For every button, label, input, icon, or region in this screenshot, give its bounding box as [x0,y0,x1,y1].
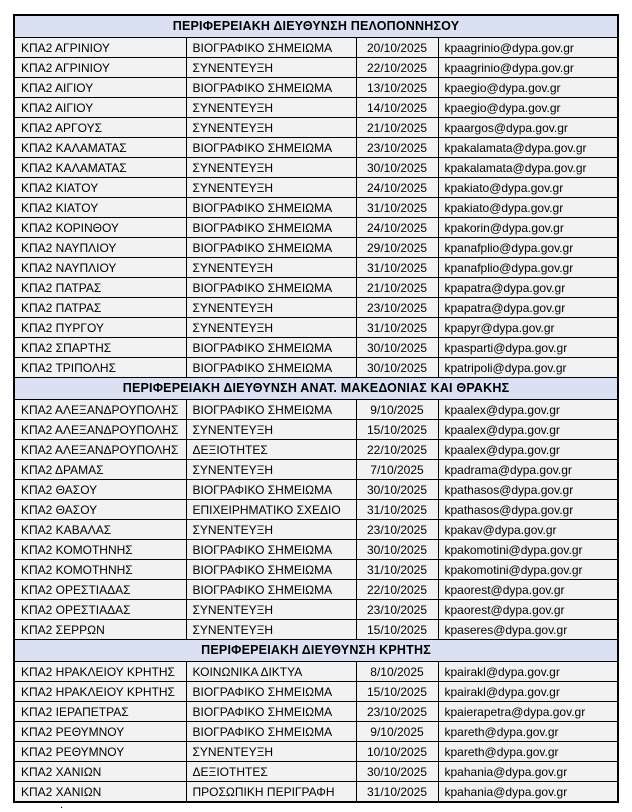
office-cell: ΚΠΑ2 ΚΟΜΟΤΗΝΗΣ [14,540,186,560]
email-cell: kpareth@dypa.gov.gr [438,742,618,762]
office-cell: ΚΠΑ2 ΑΓΡΙΝΙΟΥ [14,58,186,78]
office-cell: ΚΠΑ2 ΠΥΡΓΟΥ [14,318,186,338]
office-cell: ΚΠΑ2 ΠΑΤΡΑΣ [14,298,186,318]
office-cell: ΚΠΑ2 ΑΙΓΙΟΥ [14,78,186,98]
table-row [14,440,618,460]
date-cell: 31/10/2025 [356,318,438,338]
office-cell: ΚΠΑ2 ΑΙΓΙΟΥ [14,98,186,118]
office-cell: ΚΠΑ2 ΟΡΕΣΤΙΑΔΑΣ [14,580,186,600]
topic-cell: ΣΥΝΕΝΤΕΥΞΗ [186,600,356,620]
date-cell: 22/10/2025 [356,580,438,600]
table-row [14,782,618,803]
date-cell: 24/10/2025 [356,218,438,238]
topic-cell: ΒΙΟΓΡΑΦΙΚΟ ΣΗΜΕΙΩΜΑ [186,338,356,358]
date-cell: 20/10/2025 [356,38,438,58]
topic-cell: ΒΙΟΓΡΑΦΙΚΟ ΣΗΜΕΙΩΜΑ [186,278,356,298]
date-cell: 8/10/2025 [356,662,438,682]
topic-cell: ΣΥΝΕΝΤΕΥΞΗ [186,460,356,480]
date-cell: 21/10/2025 [356,118,438,138]
office-cell: ΚΠΑ2 ΤΡΙΠΟΛΗΣ [14,358,186,378]
topic-cell: ΣΥΝΕΝΤΕΥΞΗ [186,318,356,338]
email-cell: kpaegio@dypa.gov.gr [438,98,618,118]
topic-cell: ΒΙΟΓΡΑΦΙΚΟ ΣΗΜΕΙΩΜΑ [186,138,356,158]
table-row [14,318,618,338]
email-cell: kpaorest@dypa.gov.gr [438,600,618,620]
office-cell: ΚΠΑ2 ΑΛΕΞΑΝΔΡΟΥΠΟΛΗΣ [14,440,186,460]
topic-cell: ΕΠΙΧΕΙΡΗΜΑΤΙΚΟ ΣΧΕΔΙΟ [186,500,356,520]
date-cell: 30/10/2025 [356,480,438,500]
topic-cell: ΒΙΟΓΡΑΦΙΚΟ ΣΗΜΕΙΩΜΑ [186,78,356,98]
email-cell: kpairakl@dypa.gov.gr [438,682,618,702]
topic-cell: ΒΙΟΓΡΑΦΙΚΟ ΣΗΜΕΙΩΜΑ [186,560,356,580]
table-row [14,662,618,682]
email-cell: kpaalex@dypa.gov.gr [438,400,618,420]
email-cell: kpaegio@dypa.gov.gr [438,78,618,98]
table-row [14,278,618,298]
office-cell: ΚΠΑ2 ΣΕΡΡΩΝ [14,620,186,640]
date-cell: 30/10/2025 [356,540,438,560]
email-cell: kpaalex@dypa.gov.gr [438,420,618,440]
date-cell: 15/10/2025 [356,420,438,440]
date-cell: 13/10/2025 [356,78,438,98]
topic-cell: ΣΥΝΕΝΤΕΥΞΗ [186,520,356,540]
topic-cell: ΒΙΟΓΡΑΦΙΚΟ ΣΗΜΕΙΩΜΑ [186,540,356,560]
topic-cell: ΣΥΝΕΝΤΕΥΞΗ [186,742,356,762]
email-cell: kpaalex@dypa.gov.gr [438,440,618,460]
email-cell: kpapyr@dypa.gov.gr [438,318,618,338]
office-cell: ΚΠΑ2 ΚΑΛΑΜΑΤΑΣ [14,138,186,158]
date-cell: 31/10/2025 [356,198,438,218]
section-title: ΠΕΡΙΦΕΡΕΙΑΚΗ ΔΙΕΥΘΥΝΣΗ ΚΡΗΤΗΣ [14,640,618,662]
office-cell: ΚΠΑ2 ΚΟΡΙΝΘΟΥ [14,218,186,238]
office-cell: ΚΠΑ2 ΚΙΑΤΟΥ [14,198,186,218]
date-cell: 23/10/2025 [356,138,438,158]
email-cell: kpapatra@dypa.gov.gr [438,278,618,298]
date-cell: 30/10/2025 [356,762,438,782]
email-cell: kpaseres@dypa.gov.gr [438,620,618,640]
schedule-table-body [14,15,618,802]
topic-cell: ΔΕΞΙΟΤΗΤΕΣ [186,762,356,782]
date-cell: 10/10/2025 [356,742,438,762]
date-cell: 24/10/2025 [356,178,438,198]
table-row [14,580,618,600]
office-cell: ΚΠΑ2 ΘΑΣΟΥ [14,480,186,500]
topic-cell: ΣΥΝΕΝΤΕΥΞΗ [186,118,356,138]
topic-cell: ΒΙΟΓΡΑΦΙΚΟ ΣΗΜΕΙΩΜΑ [186,358,356,378]
office-cell: ΚΠΑ2 ΠΑΤΡΑΣ [14,278,186,298]
office-cell: ΚΠΑ2 ΚΟΜΟΤΗΝΗΣ [14,560,186,580]
table-row [14,460,618,480]
email-cell: kpakalamata@dypa.gov.gr [438,138,618,158]
table-row [14,218,618,238]
table-row [14,762,618,782]
office-cell: ΚΠΑ2 ΧΑΝΙΩΝ [14,762,186,782]
topic-cell: ΒΙΟΓΡΑΦΙΚΟ ΣΗΜΕΙΩΜΑ [186,580,356,600]
office-cell: ΚΠΑ2 ΑΡΓΟΥΣ [14,118,186,138]
email-cell: kpakiato@dypa.gov.gr [438,198,618,218]
date-cell: 23/10/2025 [356,298,438,318]
date-cell: 31/10/2025 [356,782,438,803]
topic-cell: ΣΥΝΕΝΤΕΥΞΗ [186,420,356,440]
office-cell: ΚΠΑ2 ΡΕΘΥΜΝΟΥ [14,722,186,742]
table-row [14,358,618,378]
table-row [14,298,618,318]
table-row [14,480,618,500]
table-row [14,58,618,78]
topic-cell: ΒΙΟΓΡΑΦΙΚΟ ΣΗΜΕΙΩΜΑ [186,682,356,702]
table-row [14,742,618,762]
topic-cell: ΣΥΝΕΝΤΕΥΞΗ [186,178,356,198]
date-cell: 15/10/2025 [356,620,438,640]
email-cell: kpaagrinio@dypa.gov.gr [438,38,618,58]
table-row [14,560,618,580]
office-cell: ΚΠΑ2 ΘΑΣΟΥ [14,500,186,520]
section-title: ΠΕΡΙΦΕΡΕΙΑΚΗ ΔΙΕΥΘΥΝΣΗ ΑΝΑΤ. ΜΑΚΕΔΟΝΙΑΣ ΚΑΙ ΘΡΑΚΗΣ [14,378,618,400]
table-row [14,38,618,58]
topic-cell: ΒΙΟΓΡΑΦΙΚΟ ΣΗΜΕΙΩΜΑ [186,218,356,238]
date-cell: 30/10/2025 [356,358,438,378]
table-row [14,118,618,138]
table-row [14,338,618,358]
table-row [14,722,618,742]
topic-cell: ΒΙΟΓΡΑΦΙΚΟ ΣΗΜΕΙΩΜΑ [186,198,356,218]
email-cell: kpakalamata@dypa.gov.gr [438,158,618,178]
date-cell: 22/10/2025 [356,440,438,460]
office-cell: ΚΠΑ2 ΝΑΥΠΛΙΟΥ [14,238,186,258]
topic-cell: ΣΥΝΕΝΤΕΥΞΗ [186,58,356,78]
date-cell: 23/10/2025 [356,600,438,620]
date-cell: 7/10/2025 [356,460,438,480]
table-row [14,420,618,440]
office-cell: ΚΠΑ2 ΗΡΑΚΛΕΙΟΥ ΚΡΗΤΗΣ [14,682,186,702]
table-row [14,540,618,560]
section-header-row [14,378,618,400]
email-cell: kpanafplio@dypa.gov.gr [438,258,618,278]
email-cell: kpakomotini@dypa.gov.gr [438,560,618,580]
footnote-dot: . [60,799,64,811]
topic-cell: ΣΥΝΕΝΤΕΥΞΗ [186,298,356,318]
email-cell: kpakomotini@dypa.gov.gr [438,540,618,560]
email-cell: kpatripoli@dypa.gov.gr [438,358,618,378]
office-cell: ΚΠΑ2 ΗΡΑΚΛΕΙΟΥ ΚΡΗΤΗΣ [14,662,186,682]
date-cell: 31/10/2025 [356,560,438,580]
email-cell: kpathasos@dypa.gov.gr [438,480,618,500]
email-cell: kpathasos@dypa.gov.gr [438,500,618,520]
topic-cell: ΣΥΝΕΝΤΕΥΞΗ [186,158,356,178]
table-row [14,400,618,420]
email-cell: kpareth@dypa.gov.gr [438,722,618,742]
office-cell: ΚΠΑ2 ΔΡΑΜΑΣ [14,460,186,480]
date-cell: 29/10/2025 [356,238,438,258]
email-cell: kpaorest@dypa.gov.gr [438,580,618,600]
email-cell: kpaagrinio@dypa.gov.gr [438,58,618,78]
date-cell: 30/10/2025 [356,338,438,358]
table-row [14,178,618,198]
topic-cell: ΣΥΝΕΝΤΕΥΞΗ [186,258,356,278]
table-row [14,158,618,178]
topic-cell: ΒΙΟΓΡΑΦΙΚΟ ΣΗΜΕΙΩΜΑ [186,722,356,742]
date-cell: 9/10/2025 [356,722,438,742]
topic-cell: ΚΟΙΝΩΝΙΚΑ ΔΙΚΤΥΑ [186,662,356,682]
section-title: ΠΕΡΙΦΕΡΕΙΑΚΗ ΔΙΕΥΘΥΝΣΗ ΠΕΛΟΠΟΝΝΗΣΟΥ [14,15,618,38]
table-row [14,98,618,118]
table-row [14,682,618,702]
date-cell: 31/10/2025 [356,500,438,520]
email-cell: kpanafplio@dypa.gov.gr [438,238,618,258]
email-cell: kpakiato@dypa.gov.gr [438,178,618,198]
office-cell: ΚΠΑ2 ΣΠΑΡΤΗΣ [14,338,186,358]
table-row [14,500,618,520]
topic-cell: ΒΙΟΓΡΑΦΙΚΟ ΣΗΜΕΙΩΜΑ [186,400,356,420]
date-cell: 23/10/2025 [356,520,438,540]
office-cell: ΚΠΑ2 ΚΙΑΤΟΥ [14,178,186,198]
email-cell: kpadrama@dypa.gov.gr [438,460,618,480]
email-cell: kpairakl@dypa.gov.gr [438,662,618,682]
table-row [14,138,618,158]
topic-cell: ΠΡΟΣΩΠΙΚΗ ΠΕΡΙΓΡΑΦΗ [186,782,356,803]
topic-cell: ΒΙΟΓΡΑΦΙΚΟ ΣΗΜΕΙΩΜΑ [186,238,356,258]
email-cell: kpahania@dypa.gov.gr [438,762,618,782]
office-cell: ΚΠΑ2 ΙΕΡΑΠΕΤΡΑΣ [14,702,186,722]
email-cell: kpaierapetra@dypa.gov.gr [438,702,618,722]
date-cell: 21/10/2025 [356,278,438,298]
topic-cell: ΒΙΟΓΡΑΦΙΚΟ ΣΗΜΕΙΩΜΑ [186,702,356,722]
table-row [14,198,618,218]
date-cell: 31/10/2025 [356,258,438,278]
table-row [14,520,618,540]
date-cell: 22/10/2025 [356,58,438,78]
date-cell: 14/10/2025 [356,98,438,118]
topic-cell: ΒΙΟΓΡΑΦΙΚΟ ΣΗΜΕΙΩΜΑ [186,480,356,500]
office-cell: ΚΠΑ2 ΡΕΘΥΜΝΟΥ [14,742,186,762]
date-cell: 15/10/2025 [356,682,438,702]
section-header-row [14,15,618,38]
office-cell: ΚΠΑ2 ΚΑΒΑΛΑΣ [14,520,186,540]
section-header-row [14,640,618,662]
date-cell: 30/10/2025 [356,158,438,178]
office-cell: ΚΠΑ2 ΚΑΛΑΜΑΤΑΣ [14,158,186,178]
topic-cell: ΒΙΟΓΡΑΦΙΚΟ ΣΗΜΕΙΩΜΑ [186,38,356,58]
topic-cell: ΣΥΝΕΝΤΕΥΞΗ [186,98,356,118]
office-cell: ΚΠΑ2 ΑΓΡΙΝΙΟΥ [14,38,186,58]
table-row [14,600,618,620]
office-cell: ΚΠΑ2 ΑΛΕΞΑΝΔΡΟΥΠΟΛΗΣ [14,420,186,440]
office-cell: ΚΠΑ2 ΑΛΕΞΑΝΔΡΟΥΠΟΛΗΣ [14,400,186,420]
office-cell: ΚΠΑ2 ΟΡΕΣΤΙΑΔΑΣ [14,600,186,620]
office-cell: ΚΠΑ2 ΧΑΝΙΩΝ [14,782,186,803]
table-row [14,238,618,258]
table-row [14,78,618,98]
office-cell: ΚΠΑ2 ΝΑΥΠΛΙΟΥ [14,258,186,278]
table-row [14,702,618,722]
email-cell: kpakorin@dypa.gov.gr [438,218,618,238]
date-cell: 9/10/2025 [356,400,438,420]
topic-cell: ΔΕΞΙΟΤΗΤΕΣ [186,440,356,460]
email-cell: kpahania@dypa.gov.gr [438,782,618,803]
email-cell: kpakav@dypa.gov.gr [438,520,618,540]
table-row [14,258,618,278]
email-cell: kpapatra@dypa.gov.gr [438,298,618,318]
date-cell: 23/10/2025 [356,702,438,722]
email-cell: kpaargos@dypa.gov.gr [438,118,618,138]
topic-cell: ΣΥΝΕΝΤΕΥΞΗ [186,620,356,640]
email-cell: kpasparti@dypa.gov.gr [438,338,618,358]
table-row [14,620,618,640]
workshop-schedule-table [13,14,619,803]
